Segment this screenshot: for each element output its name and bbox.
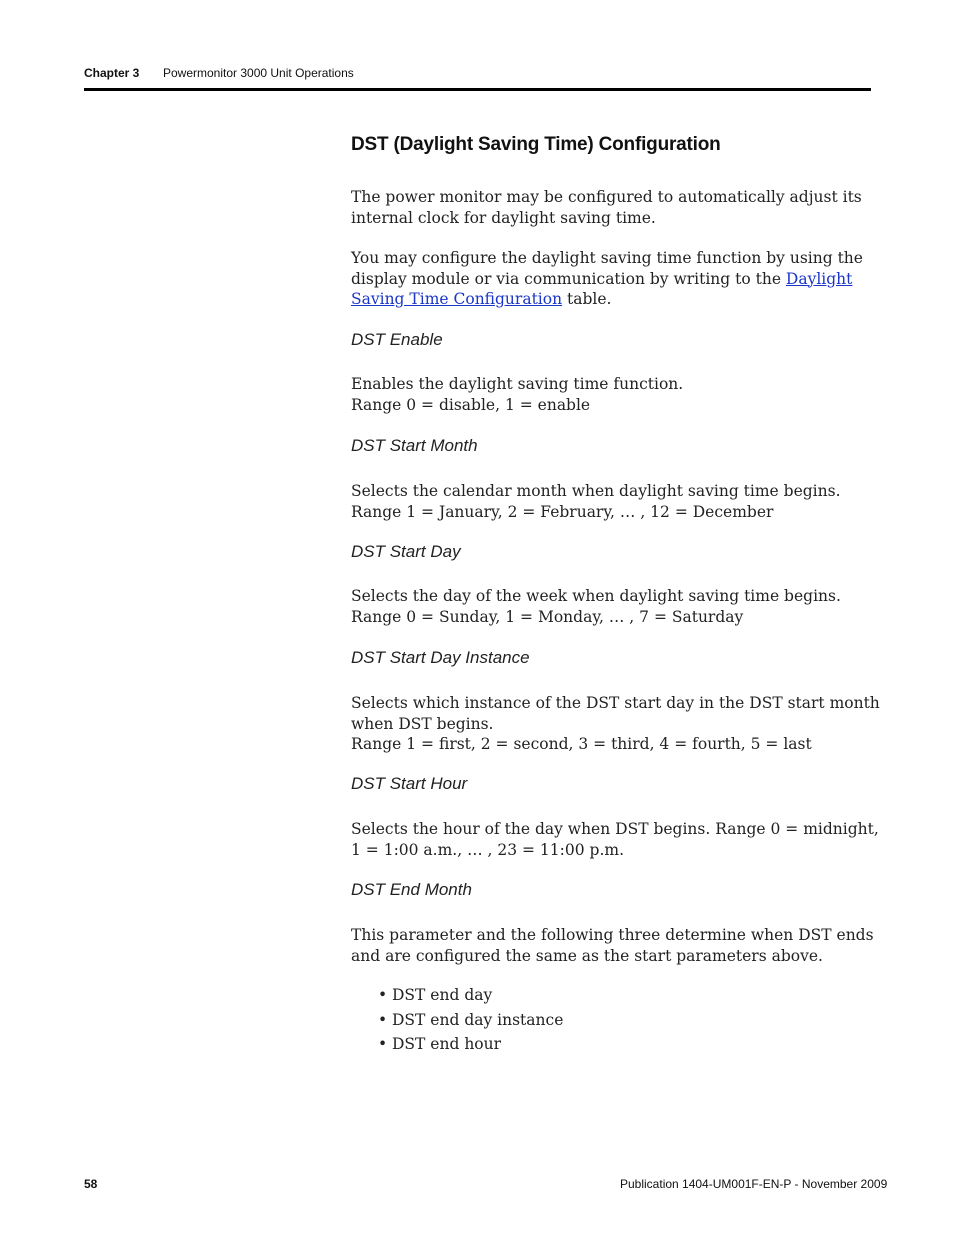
bullet-icon: •	[378, 986, 388, 1004]
page-number: 58	[84, 1177, 98, 1191]
text-line	[351, 289, 851, 310]
param-title-dst-start-month: DST Start Month	[351, 436, 478, 455]
section-title: DST (Daylight Saving Time) Configuration	[351, 134, 721, 155]
text-line: 1 = 1:00 a.m., … , 23 = 11:00 p.m.	[351, 840, 624, 859]
bullet-icon: •	[378, 1011, 388, 1029]
intro-paragraph-2	[351, 248, 863, 310]
text-line: Range 0 = Sunday, 1 = Monday, … , 7 = Saturday	[351, 607, 744, 626]
text-line	[351, 269, 851, 290]
text-line: Selects the hour of the day when DST begins. Range 0 = midnight,	[351, 820, 879, 838]
list-item-text: DST end hour	[392, 1035, 502, 1053]
param-desc-dst-start-month	[351, 481, 851, 522]
daylight-saving-config-link[interactable]: Daylight	[785, 269, 853, 288]
text-line: Selects the calendar month when daylight saving time begins.	[351, 482, 841, 500]
header-rule	[84, 88, 871, 91]
publication-id: Publication 1404-UM001F-EN-P - November 2009	[620, 1177, 888, 1191]
daylight-saving-config-link-cont[interactable]: Saving Time Configuration	[351, 290, 563, 308]
text-line: Range 0 = disable, 1 = enable	[351, 395, 591, 414]
list-item	[378, 1035, 501, 1053]
bullet-icon: •	[378, 1035, 388, 1053]
param-desc-dst-start-hour	[351, 819, 879, 860]
chapter-label: Chapter 3	[84, 66, 140, 80]
text-line: Selects the day of the week when daylight saving time begins.	[351, 587, 841, 605]
param-title-dst-start-hour: DST Start Hour	[351, 774, 468, 793]
intro-paragraph-1	[351, 187, 862, 228]
param-title-dst-end-month: DST End Month	[351, 880, 472, 899]
text-line: when DST begins.	[351, 714, 494, 733]
param-desc-dst-start-day	[351, 586, 851, 627]
list-item	[378, 1011, 563, 1029]
text-line: internal clock for daylight saving time.	[351, 208, 656, 227]
text-line: This parameter and the following three determine when DST ends	[351, 926, 874, 944]
param-desc-dst-end-month	[351, 925, 874, 966]
text-line: Enables the daylight saving time function.	[351, 375, 684, 393]
text-segment: table.	[562, 290, 612, 308]
text-line: You may configure the daylight saving time function by using the	[351, 249, 863, 267]
text-line: Range 1 = first, 2 = second, 3 = third, 4 = fourth, 5 = last	[351, 735, 812, 753]
param-title-dst-enable: DST Enable	[351, 330, 443, 349]
chapter-title: Powermonitor 3000 Unit Operations	[163, 66, 354, 80]
text-segment: display module or via communication by writing to the	[351, 269, 786, 288]
text-line: and are configured the same as the start parameters above.	[351, 946, 823, 965]
list-item-text: DST end day	[392, 986, 493, 1004]
text-line: Range 1 = January, 2 = February, … , 12 = December	[351, 502, 774, 521]
param-desc-dst-start-day-instance	[351, 693, 880, 755]
param-title-dst-start-day: DST Start Day	[351, 542, 461, 561]
param-desc-dst-enable	[351, 374, 851, 415]
text-line: The power monitor may be configured to automatically adjust its	[351, 188, 862, 206]
text-line: Selects which instance of the DST start day in the DST start month	[351, 694, 880, 712]
param-title-dst-start-day-instance: DST Start Day Instance	[351, 648, 530, 667]
list-item	[378, 986, 492, 1004]
list-item-text: DST end day instance	[392, 1011, 564, 1029]
